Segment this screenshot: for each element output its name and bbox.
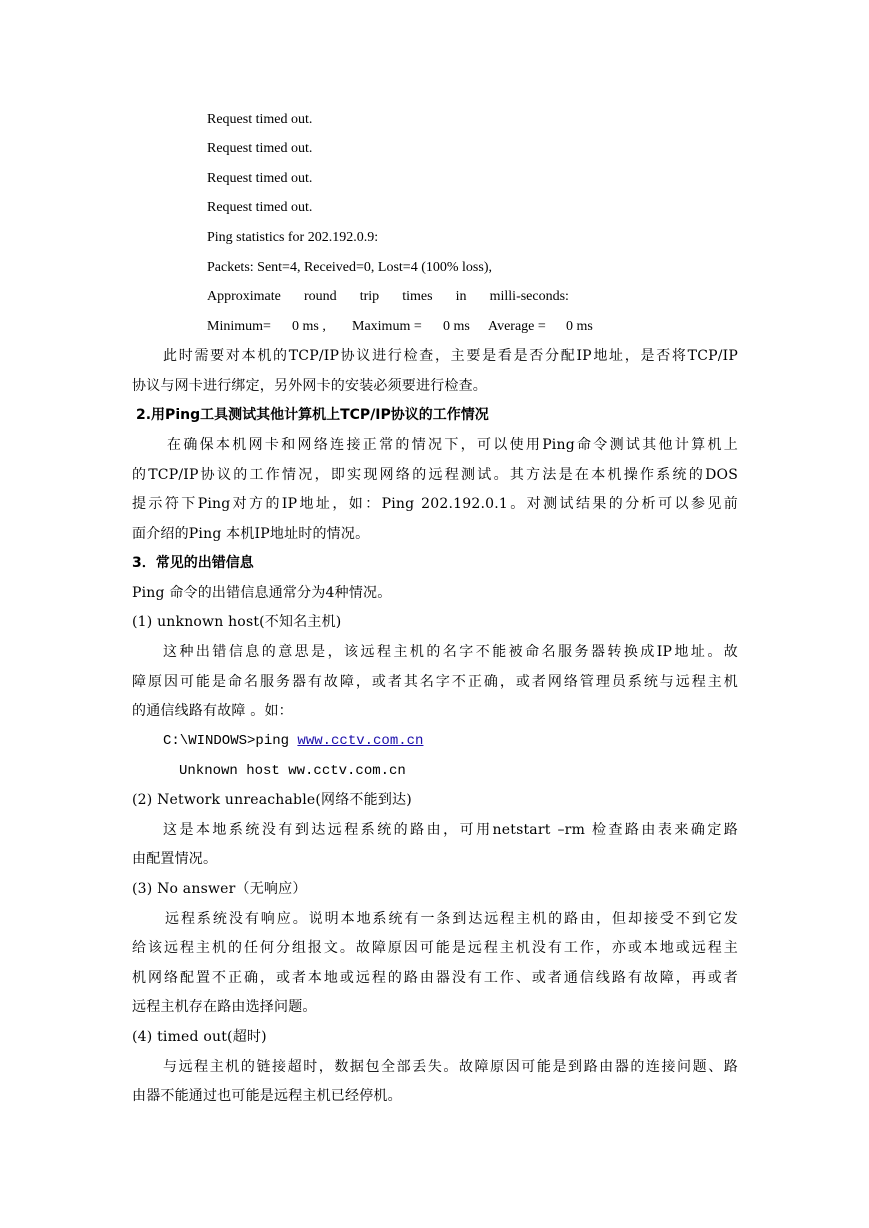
paragraph-line: 给该远程主机的任何分组报文。故障原因可能是远程主机没有工作，亦或本地或远程主 (132, 940, 738, 956)
approx-word: times (402, 289, 433, 304)
list-item-title: (3) No answer（无响应） (132, 881, 307, 897)
paragraph-line: 提示符下Ping对方的IP地址，如：Ping 202.192.0.1。对测试结果的分析可以参见前 (132, 496, 738, 512)
section-heading: 3．常见的出错信息 (132, 555, 254, 571)
paragraph-line: 这种出错信息的意思是，该远程主机的名字不能被命名服务器转换成IP地址。故 (163, 644, 738, 660)
ping-output-line: Request timed out. (207, 141, 313, 156)
section-heading: 2.用Ping工具测试其他计算机上TCP/IP协议的工作情况 (136, 407, 489, 423)
ping-output-line: Request timed out. (207, 200, 313, 215)
paragraph-line: 这是本地系统没有到达远程系统的路由，可用netstart –rm 检查路由表来确定路 (163, 822, 738, 838)
approx-word: round (303, 289, 337, 304)
approx-word: Approximate (207, 289, 281, 304)
ping-approx-line (207, 288, 569, 306)
paragraph-line: 障原因可能是命名服务器有故障，或者其名字不正确，或者网络管理员系统与远程主机 (132, 674, 738, 690)
paragraph-line: 的TCP/IP协议的工作情况，即实现网络的远程测试。其方法是在本机操作系统的DOS (132, 467, 738, 483)
paragraph-line: 此时需要对本机的TCP/IP协议进行检查，主要是看是否分配IP地址，是否将TCP/IP (163, 348, 738, 364)
minimum-value: 0 ms , (292, 319, 326, 334)
approx-word: in (455, 289, 467, 304)
cctv-link[interactable]: www.cctv.com.cn (297, 733, 424, 749)
paragraph-line: Ping 命令的出错信息通常分为4种情况。 (132, 585, 392, 601)
maximum-label: Maximum = (352, 319, 422, 334)
paragraph-line: 远程系统没有响应。说明本地系统有一条到达远程主机的路由，但却接受不到它发 (165, 911, 738, 927)
ping-output-line: Packets: Sent=4, Received=0, Lost=4 (100% loss), (207, 260, 492, 275)
maximum-value: 0 ms (443, 319, 470, 334)
command-prefix: C:\WINDOWS>ping (163, 733, 298, 749)
approx-word: trip (359, 289, 380, 304)
approx-word: milli-seconds: (489, 289, 569, 304)
ping-output-line: Ping statistics for 202.192.0.9: (207, 230, 379, 245)
paragraph-line: 由配置情况。 (132, 851, 218, 867)
ping-output-line: Request timed out. (207, 171, 313, 186)
command-line (163, 732, 423, 750)
paragraph-line: 与远程主机的链接超时，数据包全部丢失。故障原因可能是到路由器的连接问题、路 (163, 1059, 738, 1075)
paragraph-line: 在确保本机网卡和网络连接正常的情况下，可以使用Ping命令测试其他计算机上 (167, 437, 738, 453)
ping-output-line: Request timed out. (207, 112, 313, 127)
paragraph-line: 协议与网卡进行绑定，另外网卡的安装必须要进行检查。 (132, 378, 487, 394)
paragraph-line: 机网络配置不正确，或者本地或远程的路由器没有工作、或者通信线路有故障，再或者 (132, 970, 738, 986)
paragraph-line: 的通信线路有故障 。如： (132, 703, 293, 719)
list-item-title: (2) Network unreachable(网络不能到达) (132, 792, 412, 808)
list-item-title: (1) unknown host(不知名主机) (132, 614, 342, 630)
command-result: Unknown host ww.cctv.com.cn (179, 763, 406, 779)
list-item-title: (4) timed out(超时) (132, 1029, 267, 1045)
minimum-label: Minimum= (207, 319, 271, 334)
paragraph-line: 远程主机存在路由选择问题。 (132, 999, 317, 1015)
paragraph-line: 面介绍的Ping 本机IP地址时的情况。 (132, 526, 370, 542)
average-label: Average = (488, 319, 546, 334)
paragraph-line: 由器不能通过也可能是远程主机已经停机。 (132, 1088, 402, 1104)
average-value: 0 ms (566, 319, 593, 334)
